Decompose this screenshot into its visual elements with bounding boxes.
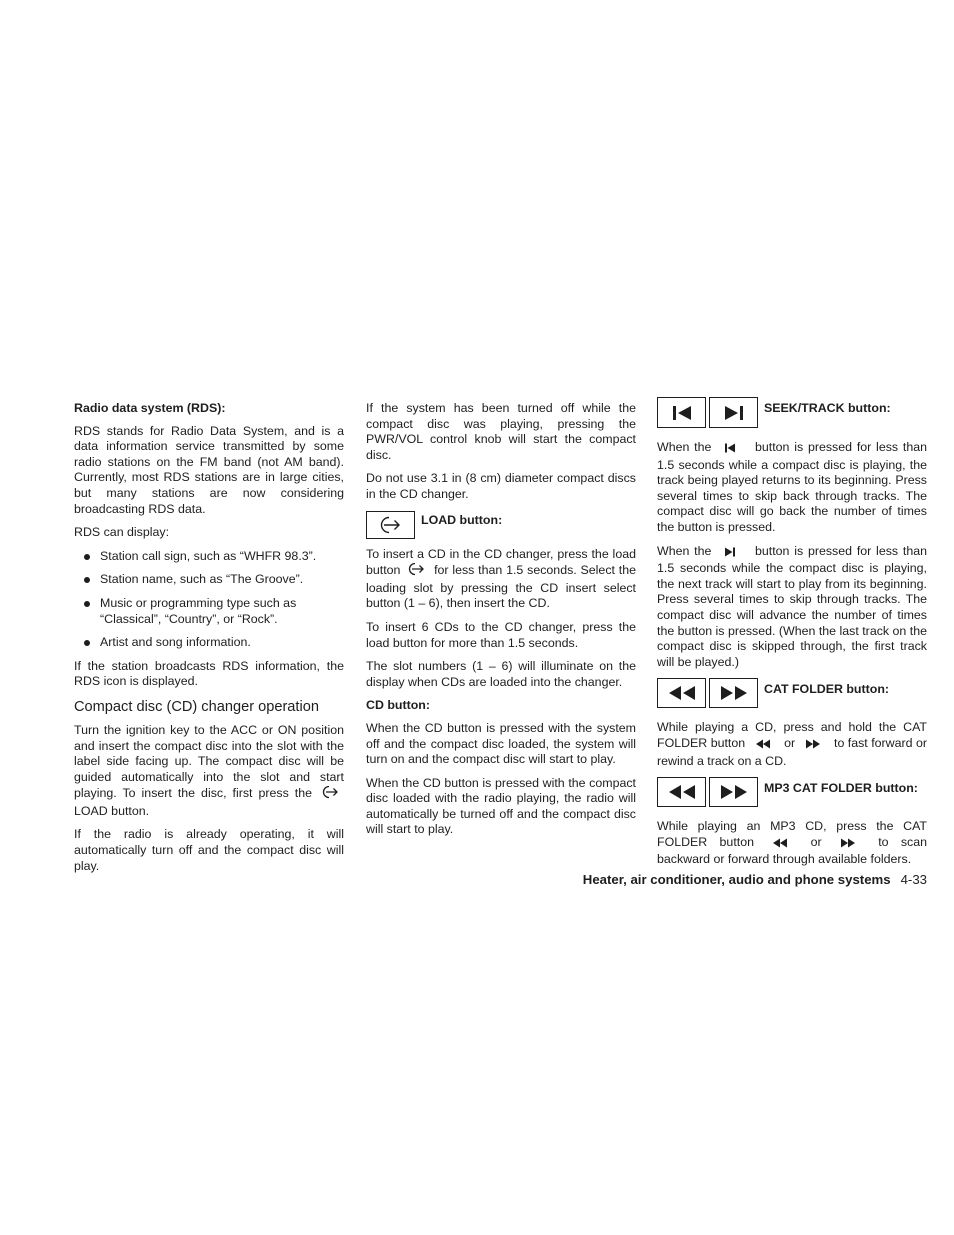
load-text-after: for less than 1.5 seconds. Select the loading slot by pressing the CD insert select button (1 – 6), then insert the CD. <box>366 563 636 611</box>
list-item: Music or programming type such as “Classical”, “Country”, or “Rock”. <box>74 596 344 627</box>
seek-back-text-after: button is pressed for less than 1.5 seconds while a compact disc is playing, the track being played returns to its beginning. Press several times to skip back through tracks. The compact disc will go back the number of times the button is pressed. <box>657 440 927 534</box>
cat-folder-button-row <box>657 678 927 708</box>
seek-track-button-row <box>657 397 927 428</box>
column-left <box>74 401 344 882</box>
load-paragraph <box>366 547 636 612</box>
cd-insert-text: Turn the ignition key to the ACC or ON position and insert the compact disc into the slot with the label side facing up. The compact disc will be guided automatically into the slot and start playing. To insert the disc, first press the <box>74 722 344 801</box>
mp3-text-or: or <box>810 834 822 849</box>
fast-forward-icon <box>805 738 821 754</box>
cat-text-or: or <box>784 735 796 750</box>
list-item: Artist and song information. <box>74 635 344 651</box>
mp3-text-a: While playing an MP3 CD, press the CAT FOLDER button <box>657 819 927 849</box>
fast-forward-icon <box>840 837 856 853</box>
rewind-icon <box>772 837 788 853</box>
cat-folder-label: CAT FOLDER button: <box>764 682 890 697</box>
cat-text-a: While playing a CD, press and hold the CAT FOLDER button <box>657 720 927 750</box>
cd-changer-heading: Compact disc (CD) changer operation <box>74 698 319 715</box>
cd-changer-paragraph <box>74 723 344 820</box>
load-text-before: To insert a CD in the CD changer, press the load button <box>366 546 636 578</box>
power-resume-paragraph: If the system has been turned off while the compact disc was playing, pressing the PWR/VOL control knob will start the compact disc. <box>366 401 636 462</box>
rds-icon-note: If the station broadcasts RDS information, the RDS icon is displayed. <box>74 658 344 689</box>
cd-button-paragraph-2: When the CD button is pressed with the compact disc loaded with the radio playing, the radio will automatically be turned off and the compact disc will start to play. <box>366 775 636 837</box>
column-right <box>657 397 927 876</box>
rewind-icon <box>657 777 706 807</box>
load-button-text: LOAD button. <box>74 803 150 818</box>
rds-heading: Radio data system (RDS): <box>74 401 226 415</box>
skip-back-icon <box>724 442 736 458</box>
seek-back-paragraph <box>657 440 927 536</box>
rds-can-display: RDS can display: <box>74 525 170 540</box>
list-item: Station call sign, such as “WHFR 98.3”. <box>74 549 344 565</box>
load-icon <box>322 785 340 804</box>
mp3-text-b: to scan backward or forward through available folders. <box>657 834 928 867</box>
page-number: 4-33 <box>900 872 927 887</box>
column-middle <box>366 401 636 846</box>
load-button-label: LOAD button: <box>421 512 503 527</box>
skip-forward-icon <box>724 546 736 562</box>
load-icon <box>408 562 426 581</box>
load-button-row <box>366 511 636 539</box>
mp3-cat-folder-paragraph <box>657 819 927 868</box>
cd-button-paragraph-1: When the CD button is pressed with the system off and the compact disc loaded, the system will turn on and the compact disc will start to play. <box>366 720 636 767</box>
seek-forward-paragraph <box>657 544 927 671</box>
cat-text-b: to fast forward or rewind a track on a CD. <box>657 735 927 768</box>
seek-back-text-before: When the <box>657 440 712 454</box>
seek-forward-text-before: When the <box>657 543 712 558</box>
rds-description: RDS stands for Radio Data System, and is a data information service transmitted by some radio stations on the FM band (not AM band). Currently, most RDS stations are in large cities, but many stations are now considering broadcasting RDS data. <box>74 423 344 516</box>
rewind-icon <box>755 738 771 754</box>
rds-feature-list <box>74 549 344 651</box>
seek-forward-text-after: button is pressed for less than 1.5 seconds while the compact disc is playing, the next track will start to play from its beginning. Press several times to skip through tracks. The compact disc will advance the number of times the button is pressed. (When the last track on the compact disc is skipped through, the first track will be played.) <box>657 543 927 669</box>
fast-forward-icon <box>709 678 758 708</box>
seek-track-label: SEEK/TRACK button: <box>764 401 891 415</box>
list-item: Station name, such as “The Groove”. <box>74 572 344 588</box>
rewind-icon <box>657 678 706 708</box>
slot-illumination: The slot numbers (1 – 6) will illuminate on the display when CDs are loaded into the changer. <box>366 659 636 689</box>
skip-forward-icon <box>709 397 758 428</box>
mp3-cat-folder-label: MP3 CAT FOLDER button: <box>764 781 918 796</box>
skip-back-icon <box>657 397 706 428</box>
disc-size-warning: Do not use 3.1 in (8 cm) diameter compact discs in the CD changer. <box>366 471 636 501</box>
section-title: Heater, air conditioner, audio and phone systems <box>582 872 891 887</box>
page-footer <box>420 872 927 888</box>
fast-forward-icon <box>709 777 758 807</box>
mp3-cat-folder-button-row <box>657 777 927 807</box>
cd-button-heading: CD button: <box>366 698 430 713</box>
cd-auto-play-note: If the radio is already operating, it will automatically turn off and the compact disc will play. <box>74 827 344 873</box>
load-six-cds: To insert 6 CDs to the CD changer, press the load button for more than 1.5 seconds. <box>366 619 636 650</box>
load-icon <box>366 511 415 539</box>
cat-folder-paragraph <box>657 720 927 769</box>
